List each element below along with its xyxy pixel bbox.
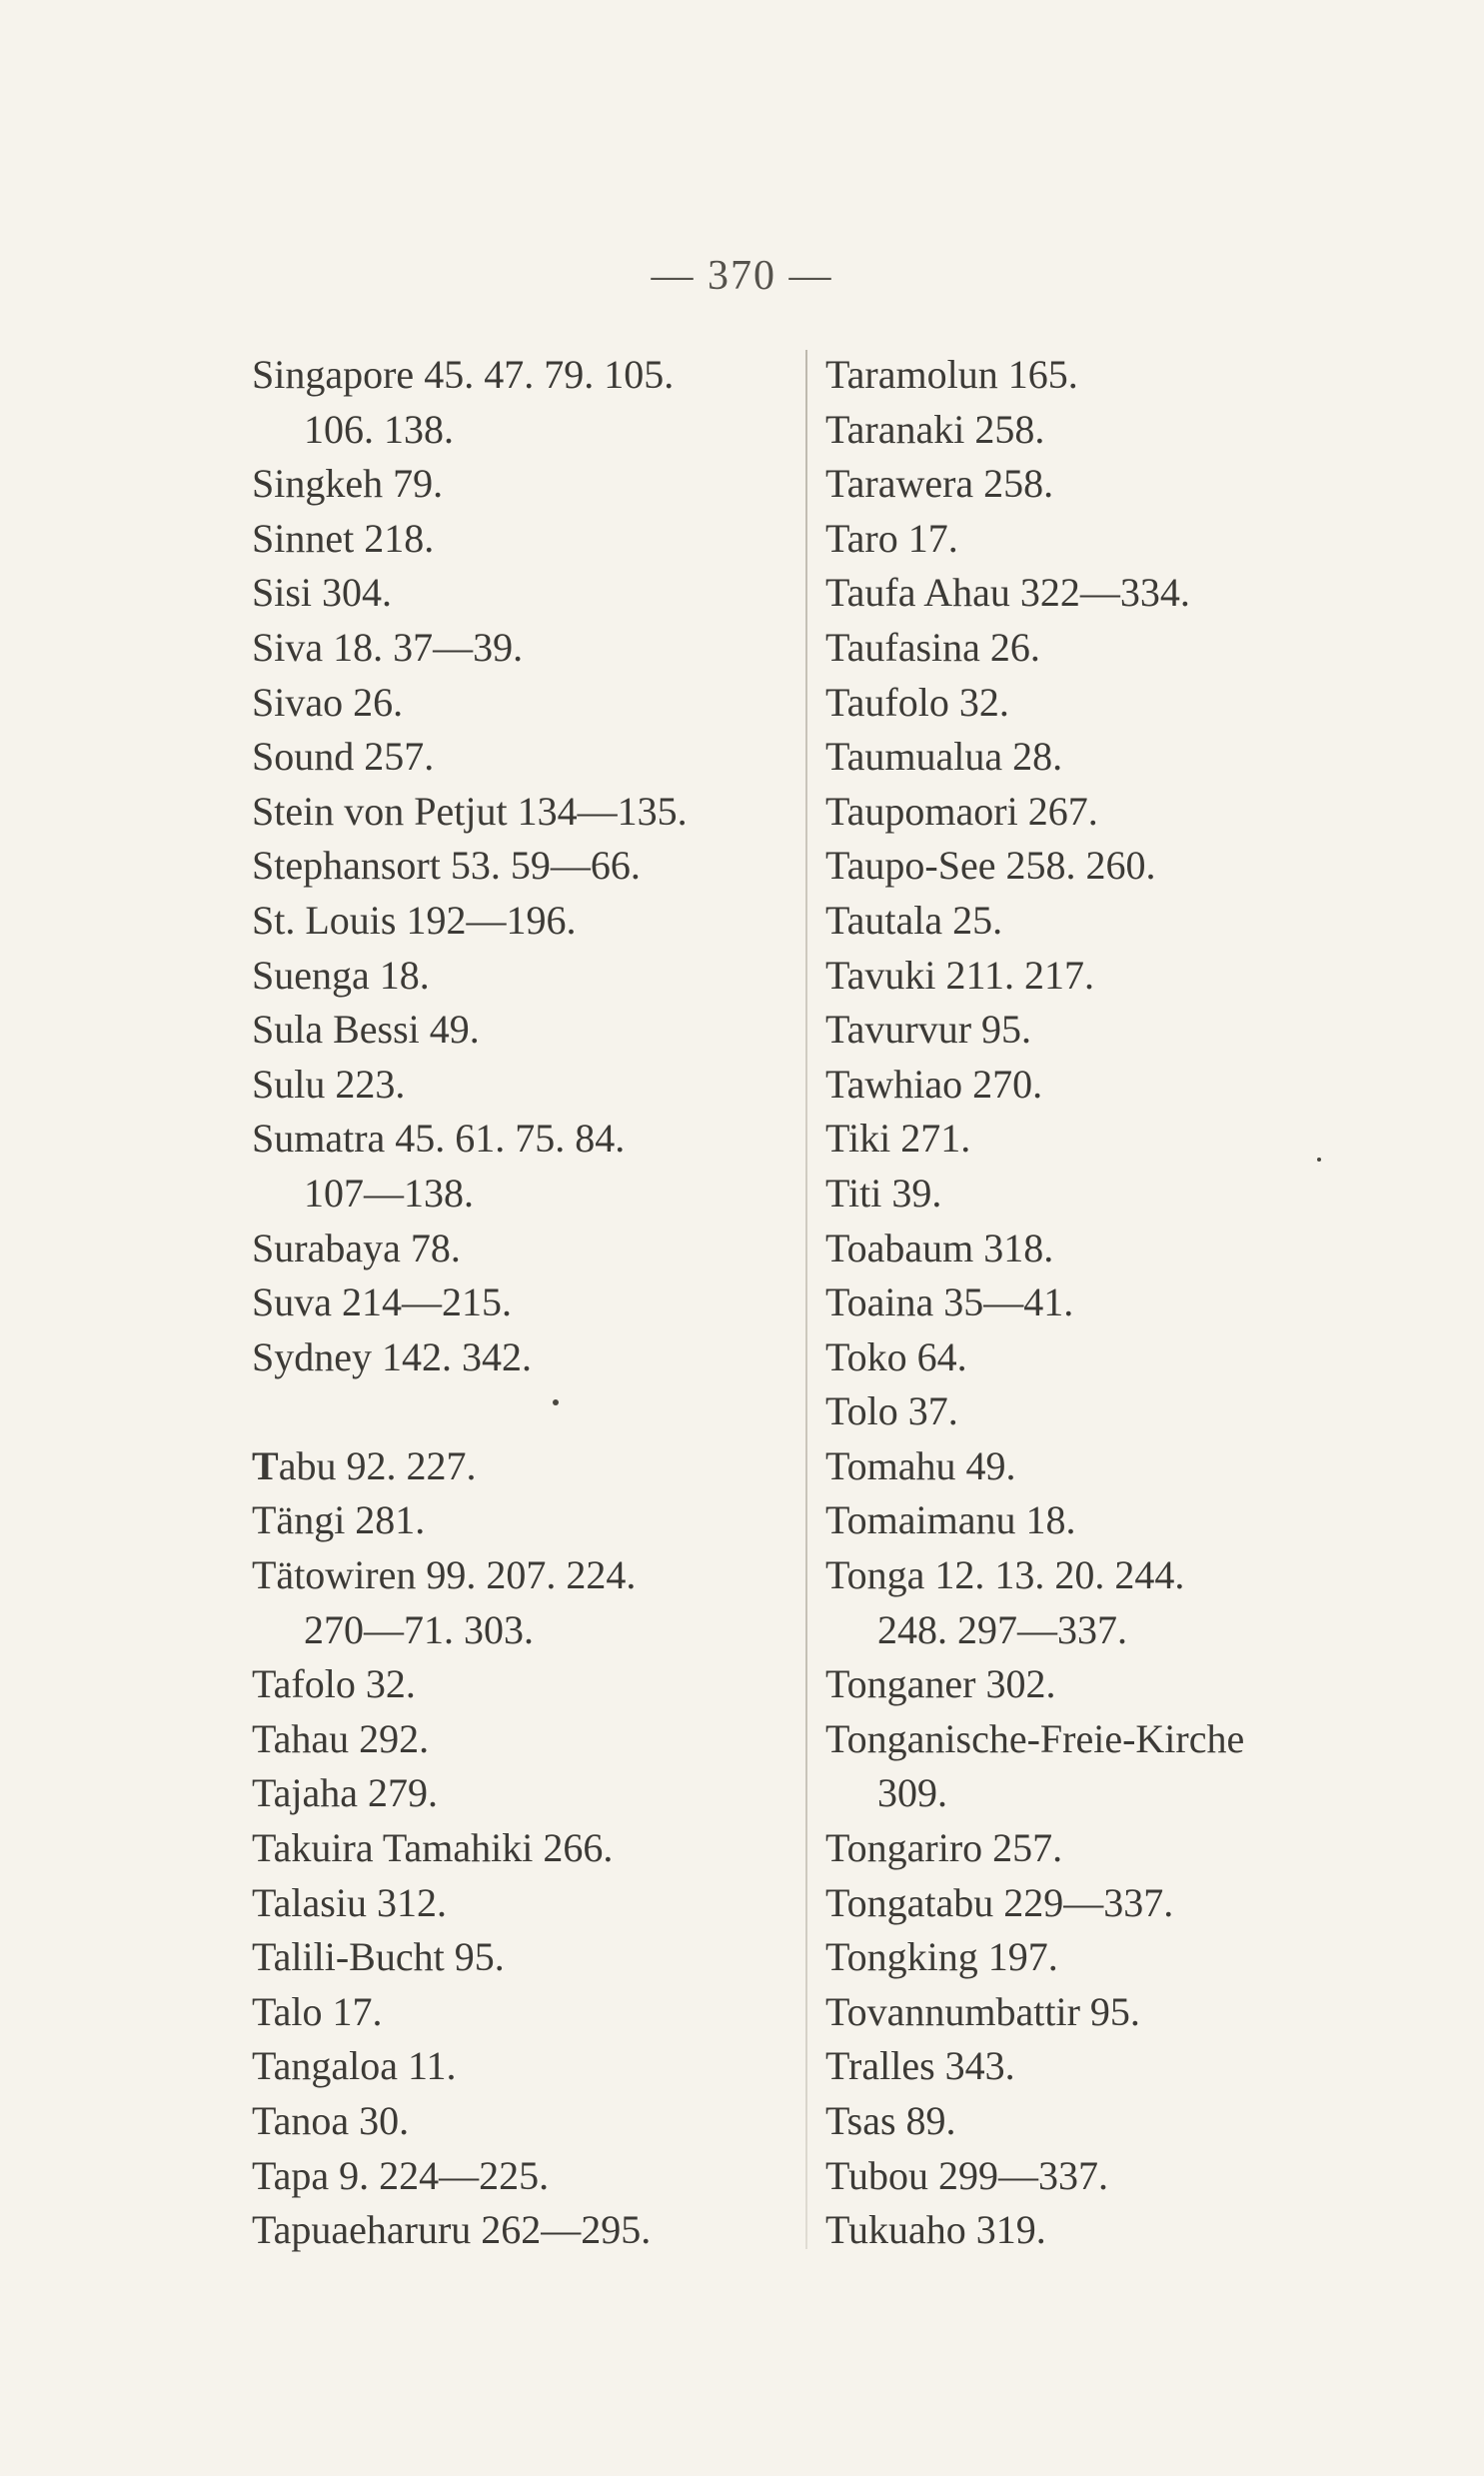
index-entry [825,1439,1385,1494]
section-initial-letter: T [252,1442,279,1488]
index-entry [825,1112,1385,1167]
stray-mark-dot [1317,1158,1321,1162]
index-entry-text: Taro 17. [825,515,958,561]
index-entry [252,1712,791,1767]
index-entry-text: Tarawera 258. [825,461,1054,507]
index-entry-text: 309. [877,1770,947,1816]
index-entry-text: Takuira Tamahiki 266. [252,1825,614,1871]
index-entry-text: Tavurvur 95. [825,1007,1032,1053]
index-entry [825,1548,1385,1603]
index-entry-text: Tiki 271. [825,1116,971,1162]
section-gap [252,1384,791,1439]
index-entry [825,730,1385,785]
index-entry [825,2149,1385,2204]
index-entry [252,1548,791,1603]
index-entry-text: Taumualua 28. [825,734,1063,780]
index-entry [825,676,1385,731]
index-entry-text: Tsas 89. [825,2098,956,2143]
index-entry [252,1876,791,1931]
index-entry [825,1167,1385,1222]
index-entry [825,1330,1385,1385]
index-entry-text: Stein von Petjut 134—135. [252,788,688,834]
index-entry-text: Surabaya 78. [252,1225,461,1270]
index-entry [825,1222,1385,1276]
stray-mark-dot [553,1399,559,1405]
index-entry [825,894,1385,949]
index-entry-text: Sisi 304. [252,570,393,616]
index-entry [825,1821,1385,1876]
index-entry-continuation [825,1766,1385,1821]
index-entry [252,1439,791,1494]
index-entry-text: St. Louis 192—196. [252,897,577,943]
index-entry-text: Titi 39. [825,1170,942,1216]
index-entry [825,949,1385,1004]
index-entry-text: 248. 297—337. [877,1606,1127,1652]
index-entry [825,1493,1385,1548]
index-entry-text: Singkeh 79. [252,461,444,507]
index-column-right [825,348,1385,2258]
index-entry-text: Singapore 45. 47. 79. 105. [252,352,675,397]
index-entry-text: Taufasina 26. [825,624,1040,670]
index-entry [252,1058,791,1113]
index-entry-text: Tawhiao 270. [825,1061,1043,1107]
index-entry-text: Toaina 35—41. [825,1279,1074,1325]
index-entry [252,785,791,840]
index-entry-text: Tralles 343. [825,2043,1015,2089]
index-entry-continuation [252,403,791,458]
index-entry-text: Tomahu 49. [825,1442,1016,1488]
index-entry [252,2039,791,2094]
index-entry-text: Sula Bessi 49. [252,1007,480,1053]
index-entry-text: Tubou 299—337. [825,2152,1109,2198]
index-entry [252,1112,791,1167]
index-entry-text: Tangaloa 11. [252,2043,457,2089]
index-entry-continuation [825,1603,1385,1658]
index-entry [252,949,791,1004]
index-entry [825,1657,1385,1712]
index-entry-text: Siva 18. 37—39. [252,624,524,670]
index-entry-text: Tätowiren 99. 207. 224. [252,1552,637,1598]
index-entry-text: Tukuaho 319. [825,2207,1046,2253]
index-entry-text: Tongking 197. [825,1934,1058,1980]
index-entry [825,1275,1385,1330]
index-entry [252,1821,791,1876]
index-entry [252,2149,791,2204]
index-entry [252,1985,791,2040]
index-entry-text: Tahau 292. [252,1715,430,1761]
index-entry-text: Tongariro 257. [825,1825,1063,1871]
index-entry-text: Taufa Ahau 322—334. [825,570,1190,616]
index-entry [825,2039,1385,2094]
index-entry [252,894,791,949]
index-entry [252,1003,791,1058]
index-entry-text: Tonganer 302. [825,1661,1056,1707]
index-entry-text: Tonganische-Freie-Kirche [825,1715,1245,1761]
index-entry-text: Talo 17. [252,1988,383,2034]
index-entry [252,2094,791,2149]
index-entry [252,1766,791,1821]
index-entry [825,1712,1385,1767]
index-entry-text: abu 92. 227. [278,1442,477,1488]
index-entry [252,839,791,894]
index-entry-text: Tongatabu 229—337. [825,1879,1174,1925]
index-entry-text: Taupomaori 267. [825,788,1098,834]
index-entry-text: Tängi 281. [252,1497,426,1543]
index-entry [252,2203,791,2258]
index-entry-text: Sulu 223. [252,1061,406,1107]
index-entry [252,457,791,512]
index-entry-text: Tapuaeharuru 262—295. [252,2207,652,2253]
index-entry [825,621,1385,676]
index-entry-text: Sumatra 45. 61. 75. 84. [252,1116,626,1162]
index-entry [825,566,1385,621]
index-entry-text: Sivao 26. [252,679,404,725]
index-entry-text: Talasiu 312. [252,1879,447,1925]
column-divider [805,350,807,2249]
index-entry-text: Sinnet 218. [252,515,435,561]
page-number: — 370 — [651,253,833,299]
index-entry-text: Stephansort 53. 59—66. [252,843,641,889]
index-entry [825,1930,1385,1985]
index-entry [252,1493,791,1548]
index-entry-text: Tolo 37. [825,1388,958,1434]
index-entry-text: Tonga 12. 13. 20. 244. [825,1552,1185,1598]
index-entry [825,839,1385,894]
index-entry-text: Sydney 142. 342. [252,1333,532,1379]
index-entry-text: Tapa 9. 224—225. [252,2152,550,2198]
index-entry-text: Taupo-See 258. 260. [825,843,1156,889]
index-entry-text: Taufolo 32. [825,679,1009,725]
index-entry [252,512,791,567]
index-column-left [252,348,791,2258]
index-entry [252,730,791,785]
index-entry [252,1657,791,1712]
index-entry-text: Tautala 25. [825,897,1003,943]
index-entry-text: Toabaum 318. [825,1225,1054,1270]
index-entry [252,348,791,403]
index-entry [825,2094,1385,2149]
index-entry [825,1876,1385,1931]
index-entry [252,1930,791,1985]
index-entry [825,403,1385,458]
index-entry-text: Suenga 18. [252,952,430,998]
index-entry-text: Talili-Bucht 95. [252,1934,505,1980]
index-entry [252,566,791,621]
index-entry [252,1275,791,1330]
index-entry [252,621,791,676]
index-entry [825,785,1385,840]
index-entry [825,1985,1385,2040]
index-entry-text: Toko 64. [825,1333,967,1379]
index-entry-continuation [252,1603,791,1658]
index-entry [825,348,1385,403]
index-entry [252,1222,791,1276]
index-entry [825,1003,1385,1058]
index-entry-text: Suva 214—215. [252,1279,512,1325]
index-entry-text: Tovannumbattir 95. [825,1988,1140,2034]
index-entry-text: 270—71. 303. [304,1606,534,1652]
index-entry-text: Tajaha 279. [252,1770,439,1816]
index-entry-text: Taramolun 165. [825,352,1078,397]
index-entry [252,1330,791,1385]
index-entry [825,1058,1385,1113]
index-entry-text: Sound 257. [252,734,435,780]
index-entry-text: 106. 138. [304,406,454,452]
index-entry-text: Tomaimanu 18. [825,1497,1076,1543]
index-entry-text: Taranaki 258. [825,406,1045,452]
index-entry [252,676,791,731]
index-entry-text: Tavuki 211. 217. [825,952,1095,998]
index-entry-text: Tanoa 30. [252,2098,410,2143]
index-entry [825,2203,1385,2258]
index-entry-continuation [252,1167,791,1222]
index-entry [825,457,1385,512]
index-entry-text: Tafolo 32. [252,1661,416,1707]
index-entry [825,1384,1385,1439]
index-entry-text: 107—138. [304,1170,474,1216]
index-entry [825,512,1385,567]
